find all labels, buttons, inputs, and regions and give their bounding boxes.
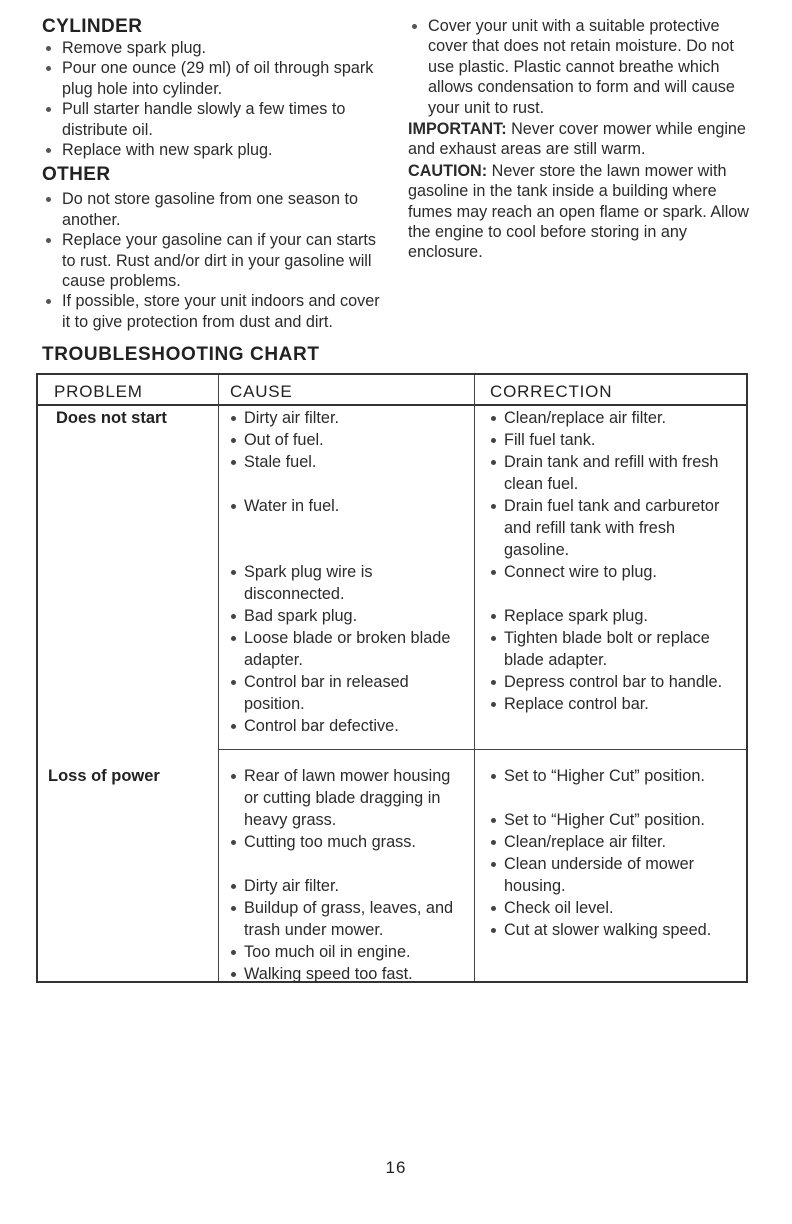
list-item: Tighten blade bolt or replace blade adapter. — [488, 627, 728, 671]
list-item: Remove spark plug. — [42, 38, 392, 58]
list-item: Stale fuel. — [228, 451, 468, 473]
problem-loss-of-power: Loss of power — [48, 767, 160, 785]
list-item: Drain fuel tank and carburetor and refill tank with fresh gasoline. — [488, 495, 728, 561]
list-item: Pull starter handle slowly a few times to distribute oil. — [42, 99, 392, 140]
list-item: Walking speed too fast. — [228, 963, 468, 985]
list-item: Clean/replace air filter. — [488, 407, 728, 429]
list-item: Control bar in released position. — [228, 671, 468, 715]
list-item: Fill fuel tank. — [488, 429, 728, 451]
page-number: 16 — [385, 1158, 407, 1177]
problem-does-not-start: Does not start — [56, 409, 167, 427]
list-item: Too much oil in engine. — [228, 941, 468, 963]
list-item: Buildup of grass, leaves, and trash under mower. — [228, 897, 468, 941]
other-list — [42, 189, 392, 332]
troubleshooting-title: TROUBLESHOOTING CHART — [42, 344, 320, 365]
list-item: Check oil level. — [488, 897, 728, 919]
list-item: Loose blade or broken blade adapter. — [228, 627, 468, 671]
list-item: Replace control bar. — [488, 693, 728, 715]
causes-list — [228, 765, 468, 985]
list-item: Cutting too much grass. — [228, 831, 468, 853]
important-label: IMPORTANT: — [408, 120, 507, 139]
troubleshooting-table — [36, 373, 748, 983]
list-item: Depress control bar to handle. — [488, 671, 728, 693]
column-divider — [474, 375, 475, 981]
list-item: Replace with new spark plug. — [42, 140, 392, 160]
list-item: Clean underside of mower housing. — [488, 853, 728, 897]
list-item: Control bar defective. — [228, 715, 468, 737]
list-item: Water in fuel. — [228, 495, 468, 517]
storage-list — [408, 16, 758, 118]
list-item: If possible, store your unit indoors and cover it to give protection from dust and dirt. — [42, 291, 392, 332]
table-header — [38, 375, 746, 406]
list-item: Do not store gasoline from one season to another. — [42, 189, 392, 230]
causes-list — [228, 407, 468, 737]
cylinder-heading: CYLINDER — [42, 16, 143, 37]
list-item: Bad spark plug. — [228, 605, 468, 627]
left-column — [42, 16, 392, 332]
header-problem: PROBLEM — [54, 382, 143, 401]
other-heading: OTHER — [42, 164, 111, 186]
list-item: Set to “Higher Cut” position. — [488, 809, 728, 831]
list-item: Cut at slower walking speed. — [488, 919, 728, 941]
row-divider — [218, 749, 746, 750]
list-item: Spark plug wire is disconnected. — [228, 561, 468, 605]
list-item: Replace spark plug. — [488, 605, 728, 627]
cylinder-list — [42, 38, 392, 160]
column-divider — [218, 375, 219, 981]
corrections-list — [488, 407, 728, 715]
header-cause: CAUSE — [230, 382, 293, 401]
list-item: Dirty air filter. — [228, 407, 468, 429]
list-item: Rear of lawn mower housing or cutting blade dragging in heavy grass. — [228, 765, 468, 831]
list-item: Connect wire to plug. — [488, 561, 728, 583]
list-item: Replace your gasoline can if your can starts to rust. Rust and/or dirt in your gasoline will cause problems. — [42, 230, 392, 291]
list-item: Drain tank and refill with fresh clean fuel. — [488, 451, 728, 495]
list-item: Out of fuel. — [228, 429, 468, 451]
caution-text: Never store the lawn mower with gasoline in the tank inside a building where fumes may reach an open flame or spark. Allow the engine to cool before storing in any enclosure. — [408, 161, 749, 262]
caution-label: CAUTION: — [408, 161, 488, 180]
caution-note — [408, 161, 758, 263]
list-item: Set to “Higher Cut” position. — [488, 765, 728, 787]
list-item: Clean/replace air filter. — [488, 831, 728, 853]
list-item: Pour one ounce (29 ml) of oil through spark plug hole into cylinder. — [42, 58, 392, 99]
right-column — [408, 16, 758, 263]
corrections-list — [488, 765, 728, 941]
list-item: Cover your unit with a suitable protective cover that does not retain moisture. Do not use plastic. Plastic cannot breathe which allows condensation to form and will cause your unit to rust. — [408, 16, 758, 118]
important-note — [408, 119, 758, 160]
list-item: Dirty air filter. — [228, 875, 468, 897]
header-correction: CORRECTION — [490, 382, 613, 401]
important-text: Never cover mower while engine and exhaust areas are still warm. — [408, 120, 746, 159]
